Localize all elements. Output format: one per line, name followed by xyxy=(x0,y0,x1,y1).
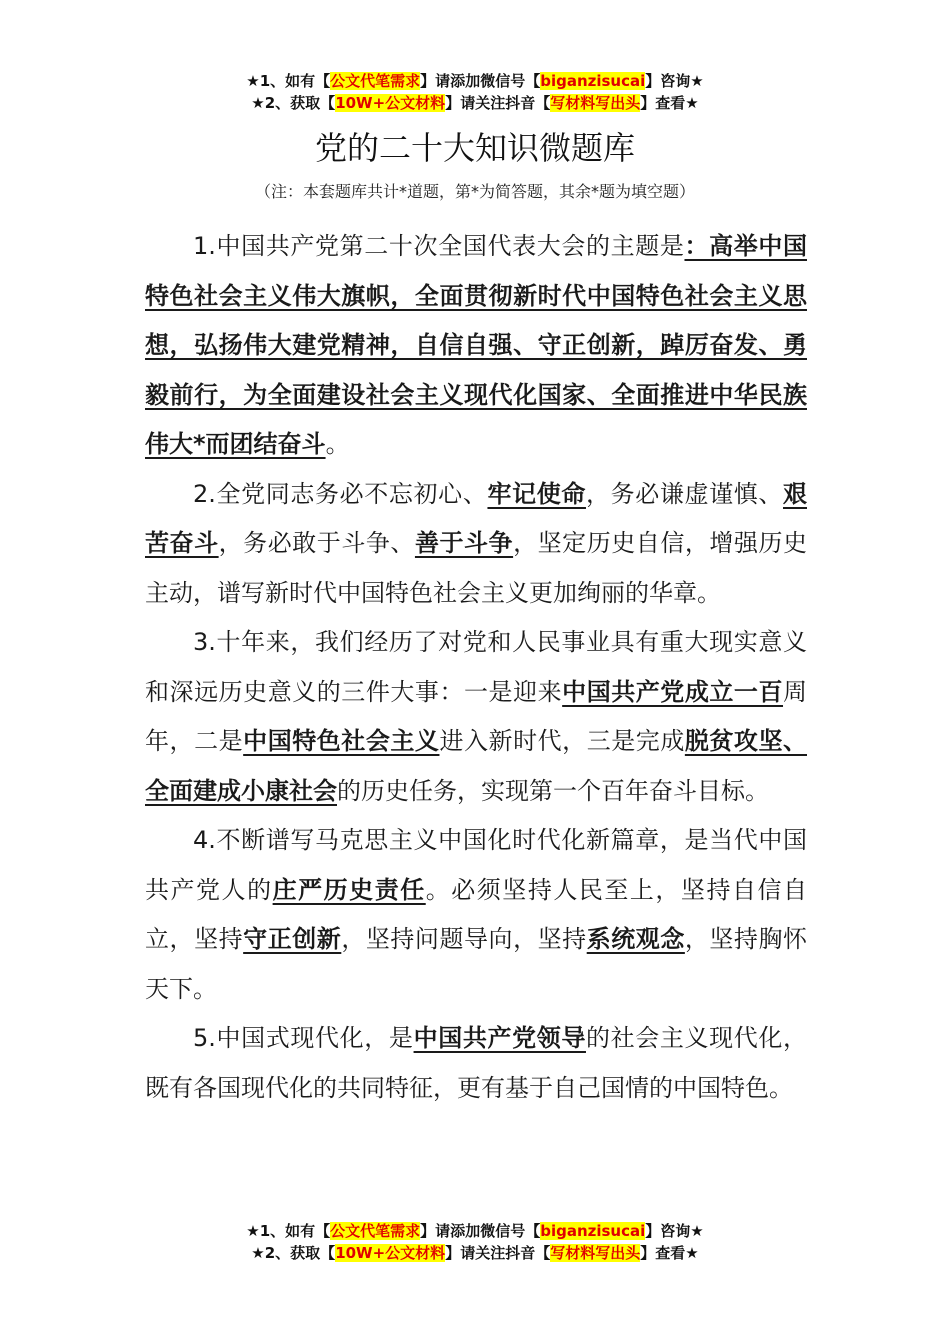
banner-text: 】咨询★ xyxy=(645,72,704,90)
question-text: 3.十年来，我们经历了对党和人民事业具有重大现实意义和深远历史意义的三件大事：一是迎来 xyxy=(145,628,807,706)
question-text: 。 xyxy=(325,430,350,458)
question-5 xyxy=(145,1014,807,1113)
question-text: 。必须坚持人民至上，坚持自信自立，坚持 xyxy=(145,875,807,953)
document-body xyxy=(145,222,807,1217)
banner-text: 】咨询★ xyxy=(645,1222,704,1240)
banner-text: ★2、获取【 xyxy=(251,1244,336,1262)
banner-text: ★1、如有【 xyxy=(246,1222,331,1240)
answer-blank: 系统观念 xyxy=(586,925,685,953)
banner-text: 加 xyxy=(465,72,481,90)
banner-highlight: 公文代笔需求 xyxy=(330,1222,421,1240)
banner-text: 抖音【 xyxy=(505,94,551,112)
answer-blank: 艰苦奋斗 xyxy=(145,479,807,557)
question-text: 进入新时代，三是完成 xyxy=(439,727,685,755)
banner-highlight: 写材料写出头 xyxy=(550,94,641,112)
question-text: ，务必敢于斗争、 xyxy=(218,529,415,557)
answer-blank: 脱贫攻坚、全面建成小康社会 xyxy=(145,727,807,805)
banner-text: 加 xyxy=(465,1222,481,1240)
question-text: ，坚持胸怀天下。 xyxy=(145,925,807,1003)
banner-highlight: biganzisucai xyxy=(540,1222,646,1240)
question-text: 的社会主义现代化，既有各国现代化的共同特征，更有基于自己国情的中国特色。 xyxy=(145,1024,807,1102)
banner-text: 】请 xyxy=(445,94,476,112)
banner-text: 关注 xyxy=(475,1244,506,1262)
question-text: ，务必谦虚谨慎、 xyxy=(585,479,783,508)
banner-text: 】请添 xyxy=(420,1222,466,1240)
banner-text: 】查看★ xyxy=(640,94,699,112)
bottom-banner xyxy=(0,1220,950,1264)
question-1 xyxy=(145,222,807,470)
question-text: 4.不断谱写马克思主义中国化时代化新篇章，是当代中国共产党人的 xyxy=(145,826,807,904)
question-text: 2.全党同志务必不忘初心、 xyxy=(193,479,488,508)
banner-line-1 xyxy=(0,1220,950,1242)
answer-blank: 庄严历史责任 xyxy=(272,875,426,904)
answer-blank: 中国特色社会主义 xyxy=(243,727,440,755)
banner-text: ★1、如有【 xyxy=(246,72,331,90)
banner-text: 关注 xyxy=(475,94,506,112)
banner-line-2 xyxy=(0,92,950,114)
question-text: 周年，二是 xyxy=(145,677,807,755)
question-text: ，坚持问题导向，坚持 xyxy=(341,925,587,953)
question-text: ，坚定历史自信，增强历史主动，谱写新时代中国特色社会主义更加绚丽的华章。 xyxy=(145,529,807,607)
banner-text: 微信号【 xyxy=(480,1222,541,1240)
banner-text: 微信号【 xyxy=(480,72,541,90)
question-text: 的历史任务，实现第一个百年奋斗目标。 xyxy=(337,776,769,805)
banner-highlight: biganzisucai xyxy=(540,72,646,90)
answer-blank: ：高举中国特色社会主义伟大旗帜，全面贯彻新时代中国特色社会主义思想，弘扬伟大建党精神，自信自强、守正创新，踔厉奋发、勇毅前行，为全面建设社会主义现代化国家、全面推进中华民族伟大*而团结奋斗 xyxy=(145,232,807,458)
answer-blank: 善于斗争 xyxy=(414,529,514,557)
page-title: 党的二十大知识微题库 xyxy=(314,129,635,167)
banner-highlight: 公文代笔需求 xyxy=(330,72,421,90)
answer-blank: 中国共产党成立一百 xyxy=(562,677,784,706)
banner-text: 】请添 xyxy=(420,72,466,90)
banner-highlight: 10W+公文材料 xyxy=(335,94,446,112)
banner-highlight: 写材料写出头 xyxy=(550,1244,641,1262)
banner-text: ★2、获取【 xyxy=(251,94,336,112)
question-text: 1.中国共产党第二十次全国代表大会的主题是 xyxy=(193,232,685,260)
banner-text: 抖音【 xyxy=(505,1244,551,1262)
answer-blank: 牢记使命 xyxy=(487,479,586,508)
note-text: （注：本套题库共计*道题，第*为简答题，其余*题为填空题） xyxy=(254,182,695,201)
banner-highlight: 10W+公文材料 xyxy=(335,1244,446,1262)
banner-line-1 xyxy=(0,70,950,92)
answer-blank: 中国共产党领导 xyxy=(413,1024,586,1052)
answer-blank: 守正创新 xyxy=(243,925,342,953)
top-banner xyxy=(0,70,950,114)
question-2 xyxy=(145,470,807,619)
question-text: 5.中国式现代化，是 xyxy=(193,1024,414,1052)
banner-text: 】请 xyxy=(445,1244,476,1262)
question-4 xyxy=(145,816,807,1014)
question-3 xyxy=(145,618,807,816)
banner-line-2 xyxy=(0,1242,950,1264)
banner-text: 】查看★ xyxy=(640,1244,699,1262)
